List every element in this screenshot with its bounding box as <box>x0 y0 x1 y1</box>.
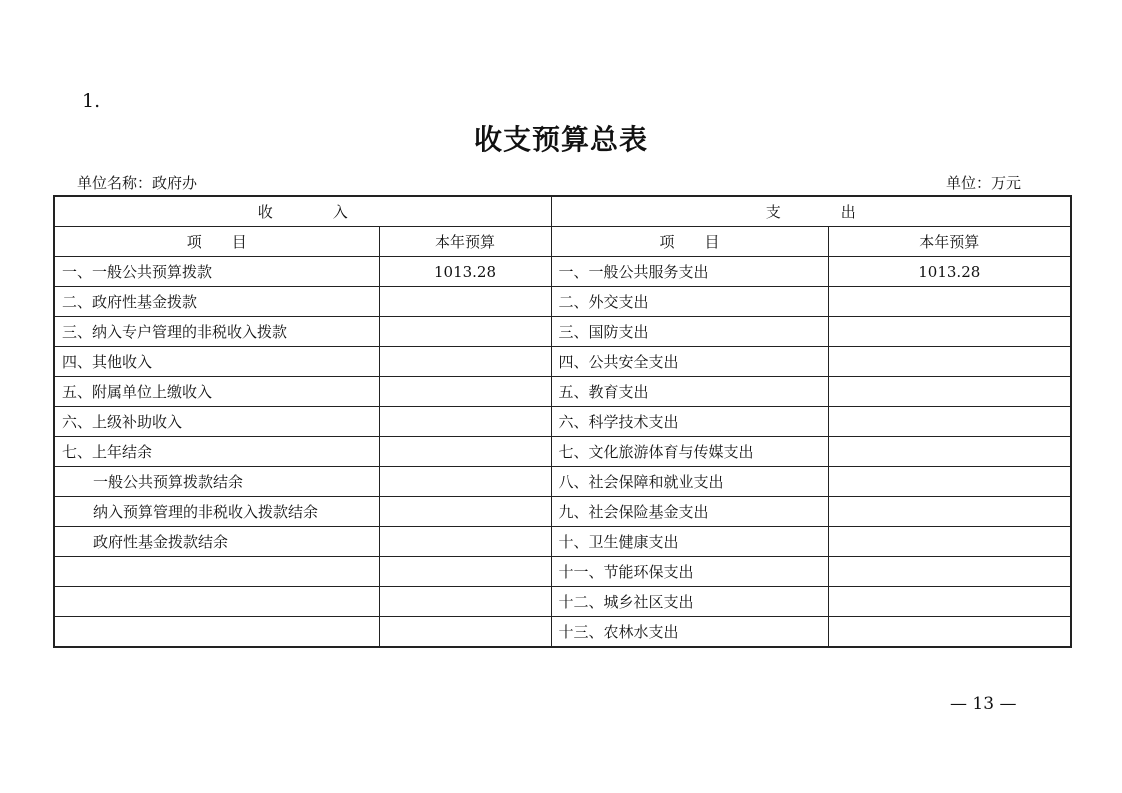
expense-amount <box>828 467 1071 497</box>
income-subitem: 政府性基金拨款结余 <box>54 527 379 557</box>
income-item-header: 项 目 <box>54 227 379 257</box>
income-amount <box>379 437 551 467</box>
expense-item: 四、公共安全支出 <box>551 347 828 377</box>
table-row <box>54 257 1071 287</box>
expense-item: 十、卫生健康支出 <box>551 527 828 557</box>
expense-budget-header: 本年预算 <box>828 227 1071 257</box>
table-row <box>54 557 1071 587</box>
income-amount <box>379 617 551 648</box>
income-item: 五、附属单位上缴收入 <box>54 377 379 407</box>
budget-summary-table <box>53 195 1072 648</box>
income-budget-header: 本年预算 <box>379 227 551 257</box>
income-item: 四、其他收入 <box>54 347 379 377</box>
page-number: — 13 — <box>950 694 1017 714</box>
expense-item: 七、文化旅游体育与传媒支出 <box>551 437 828 467</box>
income-group-header: 收 入 <box>54 196 551 227</box>
expense-item: 十二、城乡社区支出 <box>551 587 828 617</box>
income-item <box>54 587 379 617</box>
expense-item: 十三、农林水支出 <box>551 617 828 648</box>
expense-amount <box>828 587 1071 617</box>
income-item <box>54 557 379 587</box>
expense-amount <box>828 377 1071 407</box>
table-row <box>54 467 1071 497</box>
income-amount <box>379 347 551 377</box>
table-row <box>54 317 1071 347</box>
income-amount <box>379 377 551 407</box>
expense-amount <box>828 287 1071 317</box>
expense-item: 二、外交支出 <box>551 287 828 317</box>
expense-item: 十一、节能环保支出 <box>551 557 828 587</box>
income-amount: 1013.28 <box>379 257 551 287</box>
unit-name-label: 单位名称：政府办 <box>77 174 198 192</box>
expense-item: 九、社会保险基金支出 <box>551 497 828 527</box>
income-subitem: 一般公共预算拨款结余 <box>54 467 379 497</box>
table-row <box>54 527 1071 557</box>
expense-amount <box>828 527 1071 557</box>
table-row <box>54 587 1071 617</box>
table-row <box>54 617 1071 648</box>
income-item: 三、纳入专户管理的非税收入拨款 <box>54 317 379 347</box>
expense-amount <box>828 317 1071 347</box>
income-amount <box>379 287 551 317</box>
expense-amount <box>828 557 1071 587</box>
income-amount <box>379 557 551 587</box>
table-row <box>54 377 1071 407</box>
income-amount <box>379 587 551 617</box>
section-number: 1. <box>82 90 101 112</box>
table-column-header-row <box>54 227 1071 257</box>
expense-amount <box>828 407 1071 437</box>
expense-item: 三、国防支出 <box>551 317 828 347</box>
table-row <box>54 497 1071 527</box>
expense-amount <box>828 497 1071 527</box>
expense-item: 五、教育支出 <box>551 377 828 407</box>
table-row <box>54 347 1071 377</box>
income-item: 一、一般公共预算拨款 <box>54 257 379 287</box>
income-item: 六、上级补助收入 <box>54 407 379 437</box>
income-amount <box>379 497 551 527</box>
income-amount <box>379 317 551 347</box>
income-amount <box>379 527 551 557</box>
income-item: 二、政府性基金拨款 <box>54 287 379 317</box>
expense-item: 一、一般公共服务支出 <box>551 257 828 287</box>
expense-amount: 1013.28 <box>828 257 1071 287</box>
expense-item-header: 项 目 <box>551 227 828 257</box>
table-group-header-row <box>54 196 1071 227</box>
unit-label: 单位：万元 <box>946 174 1022 192</box>
expense-item: 八、社会保障和就业支出 <box>551 467 828 497</box>
expense-item: 六、科学技术支出 <box>551 407 828 437</box>
expense-amount <box>828 437 1071 467</box>
table-row <box>54 437 1071 467</box>
page-title: 收支预算总表 <box>473 123 648 156</box>
income-amount <box>379 467 551 497</box>
table-row <box>54 287 1071 317</box>
income-item <box>54 617 379 648</box>
expense-group-header: 支 出 <box>551 196 1071 227</box>
expense-amount <box>828 347 1071 377</box>
income-subitem: 纳入预算管理的非税收入拨款结余 <box>54 497 379 527</box>
income-amount <box>379 407 551 437</box>
income-item: 七、上年结余 <box>54 437 379 467</box>
table-row <box>54 407 1071 437</box>
expense-amount <box>828 617 1071 648</box>
